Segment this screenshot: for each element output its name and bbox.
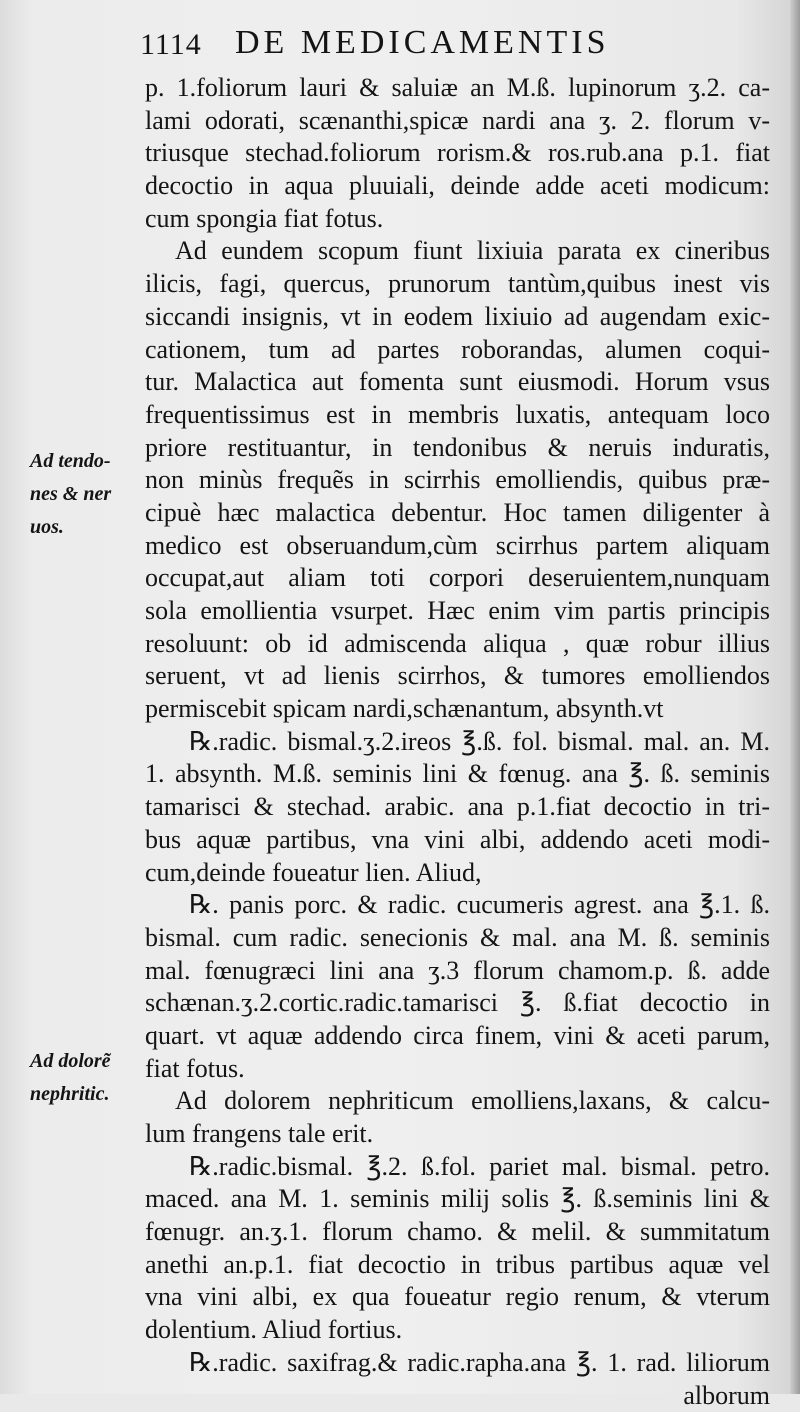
- text-line: tur. Malactica aut fomenta sunt eiusmodi. Horum vsus: [145, 366, 770, 399]
- text-line: bus aquæ partibus, vna vini albi, addendo aceti modi-: [145, 824, 770, 857]
- page-header: [140, 22, 780, 66]
- text-line: lum frangens tale erit.: [145, 1118, 770, 1151]
- margin-note-line: Ad tendo-: [30, 445, 142, 478]
- text-line: maced. ana M. 1. seminis milij solis ℥. ß.seminis lini &: [145, 1183, 770, 1216]
- text-line: seruent, vt ad lienis scirrhos, & tumores emolliendos: [145, 660, 770, 693]
- margin-note-nephritic: [30, 1045, 142, 1111]
- text-line: triusque stechad.foliorum rorism.& ros.rub.ana p.1. fiat: [145, 137, 770, 170]
- recipe-start-line: ℞.radic. saxifrag.& radic.rapha.ana ℥. 1. rad. liliorum: [145, 1347, 770, 1380]
- page-number: 1114: [140, 28, 202, 62]
- text-line: anethi an.p.1. fiat decoctio in tribus partibus aquæ vel: [145, 1249, 770, 1282]
- text-line: quart. vt aquæ addendo circa finem, vini & aceti parum,: [145, 1020, 770, 1053]
- recipe-start-line: ℞.radic.bismal. ℥.2. ß.fol. pariet mal. bismal. petro.: [145, 1151, 770, 1184]
- text-line: siccandi insignis, vt in eodem lixiuio ad augendam exic-: [145, 301, 770, 334]
- recipe-start-line: ℞. panis porc. & radic. cucumeris agrest. ana ℥.1. ß.: [145, 889, 770, 922]
- text-line: dolentium. Aliud fortius.: [145, 1314, 770, 1347]
- page-edge-shadow: [790, 0, 800, 1394]
- text-line: ilicis, fagi, quercus, prunorum tantùm,quibus inest vis: [145, 268, 770, 301]
- text-line: fœnugr. an.ʒ.1. florum chamo. & melil. & summitatum: [145, 1216, 770, 1249]
- margin-note-line: nephritic.: [30, 1078, 142, 1111]
- catchword: alborum: [145, 1380, 770, 1412]
- text-line: occupat,aut aliam toti corpori deseruientem,nunquam: [145, 562, 770, 595]
- text-line: frequentissimus est in membris luxatis, antequam loco: [145, 399, 770, 432]
- text-line: 1. absynth. M.ß. seminis lini & fœnug. ana ℥. ß. seminis: [145, 758, 770, 791]
- text-line: medico est obseruandum,cùm scirrhus partem aliquam: [145, 530, 770, 563]
- text-line: p. 1.foliorum lauri & saluiæ an M.ß. lupinorum ʒ.2. ca-: [145, 72, 770, 105]
- text-line: cationem, tum ad partes roborandas, alumen coqui-: [145, 334, 770, 367]
- text-line: permiscebit spicam nardi,schænantum, absynth.vt: [145, 693, 770, 726]
- text-line: resoluunt: ob id admiscenda aliqua , quæ robur illius: [145, 628, 770, 661]
- text-line: cum spongia fiat fotus.: [145, 203, 770, 236]
- text-line: bismal. cum radic. senecionis & mal. ana M. ß. seminis: [145, 922, 770, 955]
- body-text: [145, 72, 770, 1412]
- paragraph-start-line: Ad dolorem nephriticum emolliens,laxans, & calcu-: [145, 1085, 770, 1118]
- recipe-start-line: ℞.radic. bismal.ʒ.2.ireos ℥.ß. fol. bismal. mal. an. M.: [145, 726, 770, 759]
- margin-note-line: Ad dolorẽ: [30, 1045, 142, 1078]
- text-line: sola emollientia vsurpet. Hæc enim vim partis principis: [145, 595, 770, 628]
- paragraph-start-line: Ad eundem scopum fiunt lixiuia parata ex cineribus: [145, 235, 770, 268]
- text-line: tamarisci & stechad. arabic. ana p.1.fiat decoctio in tri-: [145, 791, 770, 824]
- text-line: cipuè hæc malactica debentur. Hoc tamen diligenter à: [145, 497, 770, 530]
- margin-note-tendons: [30, 445, 142, 544]
- text-line: schænan.ʒ.2.cortic.radic.tamarisci ℥. ß.fiat decoctio in: [145, 987, 770, 1020]
- text-line: cum,deinde foueatur lien. Aliud,: [145, 857, 770, 890]
- running-title: DE MEDICAMENTIS: [235, 24, 609, 62]
- margin-note-line: uos.: [30, 511, 142, 544]
- text-line: priore restituantur, in tendonibus & neruis induratis,: [145, 432, 770, 465]
- text-line: decoctio in aqua pluuiali, deinde adde aceti modicum:: [145, 170, 770, 203]
- text-line: lami odorati, scænanthi,spicæ nardi ana ʒ. 2. florum v-: [145, 105, 770, 138]
- text-line: fiat fotus.: [145, 1053, 770, 1086]
- margin-note-line: nes & ner: [30, 478, 142, 511]
- text-line: mal. fœnugræci lini ana ʒ.3 florum chamom.p. ß. adde: [145, 955, 770, 988]
- text-line: vna vini albi, ex qua foueatur regio renum, & vterum: [145, 1281, 770, 1314]
- text-line: non minùs frequẽs in scirrhis emolliendis, quibus præ-: [145, 464, 770, 497]
